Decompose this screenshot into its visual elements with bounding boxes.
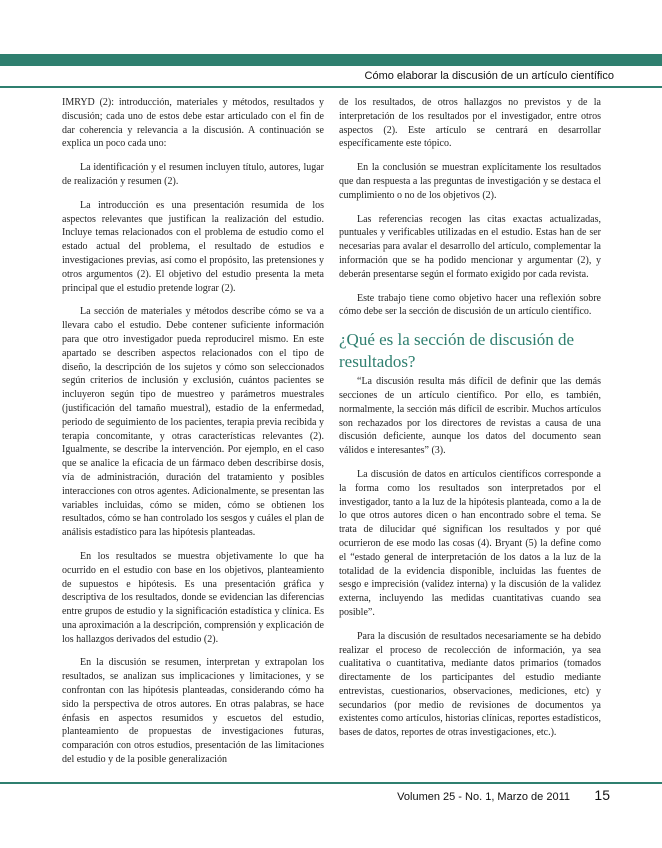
paragraph: Para la discusión de resultados necesariamente se ha debido realizar el proceso de recolección de información, ya sea cualitativa o cuantitativa, mediante datos primarios (tomados directamente de los participantes del estudio mediante entrevistas, cuestionarios, observaciones, mediciones, etc) y secundarios (por medio de revisiones de documentos ya existentes como artículos, historias clínicas, reportes estadísticos, bases de datos, reportes de otras investigaciones, etc.).: [339, 630, 601, 739]
paragraph: Este trabajo tiene como objetivo hacer una reflexión sobre cómo debe ser la sección de discusión de un artículo científico.: [339, 292, 601, 318]
paragraph: La introducción es una presentación resumida de los aspectos relevantes que justifican la realización del estudio. Incluye temas relacionados con el problema de estudio como el estado actual del problema, el resultado de estudios e investigaciones previas, así como el propósito, las pretensiones y otros argumentos (2). El objetivo del estudio presenta la meta principal que el estudio pretende lograr (2).: [62, 199, 324, 294]
paragraph: La sección de materiales y métodos describe cómo se va a llevara cabo el estudio. Debe contener suficiente información para que otro investigador pueda reproducirel mismo. En este apartado se describen aspectos relacionados con el tipo de diseño, la descripción de los sujetos y cómo son seleccionados según criterios de inclusión y exclusión, cuántos pacientes se incluyeron según tipo de muestreo y parámetros muestrales (justificación del tamaño muestral), estadio de la enfermedad, periodo de seguimiento de los pacientes, terapia previa recibida y terapia concomitante, y otras características relevantes (2). Igualmente, se describe la intervención. Por ejemplo, en el caso que se analice la eficacia de un fármaco deben describirse dosis, vía de administración, duración del tratamiento y posibles interacciones con otros agentes. Adicionalmente, se presentan las variables incluidas, cómo se miden, cómo se obtienen los resultados, cómo se han controlado los sesgos y cuáles el plan de análisis estadístico para las hipótesis planteadas.: [62, 306, 324, 539]
page-number: 15: [594, 787, 610, 803]
quote-paragraph: “La discusión resulta más difícil de definir que las demás secciones de un artículo científico. Por ello, es también, normalmente, la sección más difícil de escribir. Muchos artículos son rechazados por los directores de revistas a causa de una discusión deficiente, aunque los datos del documento sean válidos e interesantes” (3).: [339, 376, 601, 457]
paragraph: En la discusión se resumen, interpretan y extrapolan los resultados, se analizan sus implicaciones y limitaciones, y se confrontan con las hipótesis planteadas, considerando cómo ha sido la perspectiva de otros autores. En otras palabras, se hace énfasis en aspectos resumidos y escuetos del estudio, planteamiento de propuestas de investigaciones futuras, comparación con otros estudios, presentación de las limitaciones del estudio y de la posible generalización: [62, 657, 324, 766]
footer-rule: [0, 782, 662, 784]
paragraph: de los resultados, de otros hallazgos no previstos y de la interpretación de los resultados por el investigador, entre otros aspectos (2). Este artículo se centrará en desarrollar específicamente este tópico.: [339, 97, 601, 150]
paragraph: En la conclusión se muestran explícitamente los resultados que dan respuesta a las preguntas de investigación y se destaca el cumplimiento o no de los objetivos (2).: [339, 162, 601, 201]
right-column: [339, 96, 601, 750]
left-column: [62, 96, 324, 777]
issue-label: Volumen 25 - No. 1, Marzo de 2011: [397, 791, 570, 803]
paragraph: La discusión de datos en artículos científicos corresponde a la forma como los resultados son interpretados por el investigador, tanto a la luz de la hipótesis planteada, como a la de lo que otros autores dicen o han encontrado sobre el tema. Se trata de dilucidar qué significan los resultados y por qué ocurrieron de ese modo las cosas (4). Bryant (5) la define como el “estado general de interpretación de los datos a la luz de la totalidad de la evidencia disponible, incluidas las fuentes de sesgo e imprecisión (validez interna) y la discusión de la validez externa, incluyendo las medidas cuantitativas cuando sea posible”.: [339, 468, 601, 618]
header-band: [0, 54, 662, 66]
running-title: Cómo elaborar la discusión de un artículo científico: [364, 70, 614, 82]
paragraph: IMRYD (2): introducción, materiales y métodos, resultados y discusión; cada uno de estos debe estar articulado con el fin de dar coherencia y relevancia a la discusión. A continuación se explica un poco cada uno:: [62, 97, 324, 150]
header-rule: [0, 86, 662, 88]
paragraph: La identificación y el resumen incluyen título, autores, lugar de realización y resumen (2).: [62, 162, 324, 187]
paragraph: Las referencias recogen las citas exactas actualizadas, puntuales y verificables utilizadas en el estudio. Estas han de ser necesarias para avalar el desarrollo del artículo, complementar la información que se ha podido mencionar y argumentar (2), y deberán presentarse según el formato exigido por cada revista.: [339, 213, 601, 280]
section-heading: ¿Qué es la sección de discusión de resultados?: [339, 330, 575, 372]
paragraph: En los resultados se muestra objetivamente lo que ha ocurrido en el estudio con base en los objetivos, planteamiento de supuestos e hipótesis. Es una presentación gráfica y descriptiva de los resultados, donde se evidencian las diferencias entre grupos de estudio y la significación estadística y clínica. Es una aproximación a la descripción, comprensión y explicación de los hallazgos derivados del estudio (2).: [62, 550, 324, 645]
